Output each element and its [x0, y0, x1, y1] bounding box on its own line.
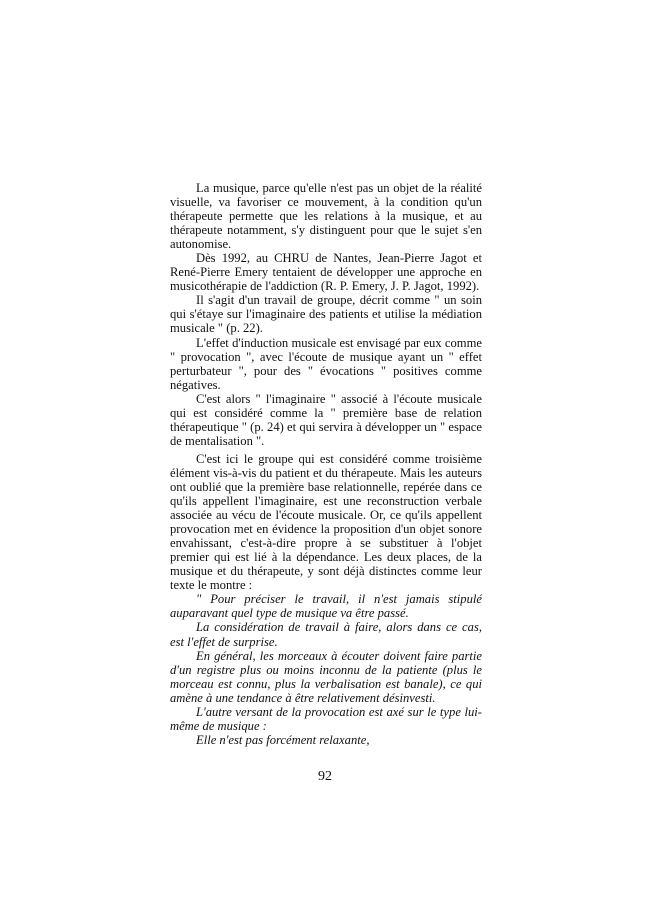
- quote-paragraph: La considération de travail à faire, alors dans ce cas, est l'effet de surprise.: [170, 620, 482, 649]
- quote-paragraph: En général, les morceaux à écouter doivent faire partie d'un registre plus ou moins inconnu de la patiente (plus le morceau est connu, plus la verbalisation est banale), ce qui amène à une tendance à être relativement désinvesti.: [170, 648, 482, 705]
- quote-paragraph: " Pour préciser le travail, il n'est jamais stipulé auparavant quel type de musique va être passé.: [170, 592, 482, 621]
- quote-paragraph: L'autre versant de la provocation est axé sur le type lui-même de musique :: [170, 704, 482, 733]
- paragraph: Il s'agit d'un travail de groupe, décrit comme " un soin qui s'étaye sur l'imaginaire des patients et utilise la médiation musicale " (p. 22).: [170, 293, 482, 336]
- paragraph: C'est ici le groupe qui est considéré comme troisième élément vis-à-vis du patient et du thérapeute. Mais les auteurs ont oublié que la première base relationnelle, repérée dans ce qu'ils appellent l'imaginaire, est une reconstruction verbale associée au vécu de l'écoute musicale. Or, ce qu'ils appellent provocation met en évidence la proposition d'un objet sonore envahissant, c'est-à-dire propre à se substituer à l'objet premier qui est lié à la dépendance. Les deux places, de la musique et du thérapeute, y sont déjà distinctes comme leur texte le montre :: [170, 451, 482, 593]
- page-number: 92: [318, 769, 332, 784]
- page-body: [170, 181, 482, 747]
- paragraph: La musique, parce qu'elle n'est pas un objet de la réalité visuelle, va favoriser ce mouvement, à la condition qu'un thérapeute permette que les relations à la musique, et au thérapeute notamment, s'y distinguent pour que le sujet s'en autonomise.: [170, 181, 482, 252]
- paragraph: C'est alors " l'imaginaire " associé à l'écoute musicale qui est considéré comme la " première base de relation thérapeutique " (p. 24) et qui servira à développer un " espace de mentalisation ".: [170, 391, 482, 448]
- paragraph: Dès 1992, au CHRU de Nantes, Jean-Pierre Jagot et René-Pierre Emery tentaient de développer une approche en musicothérapie de l'addiction (R. P. Emery, J. P. Jagot, 1992).: [170, 251, 482, 294]
- quote-paragraph: Elle n'est pas forcément relaxante,: [196, 732, 370, 747]
- paragraph: L'effet d'induction musicale est envisagé par eux comme " provocation ", avec l'écoute de musique ayant un " effet perturbateur ", pour des " évocations " positives comme négatives.: [170, 335, 482, 392]
